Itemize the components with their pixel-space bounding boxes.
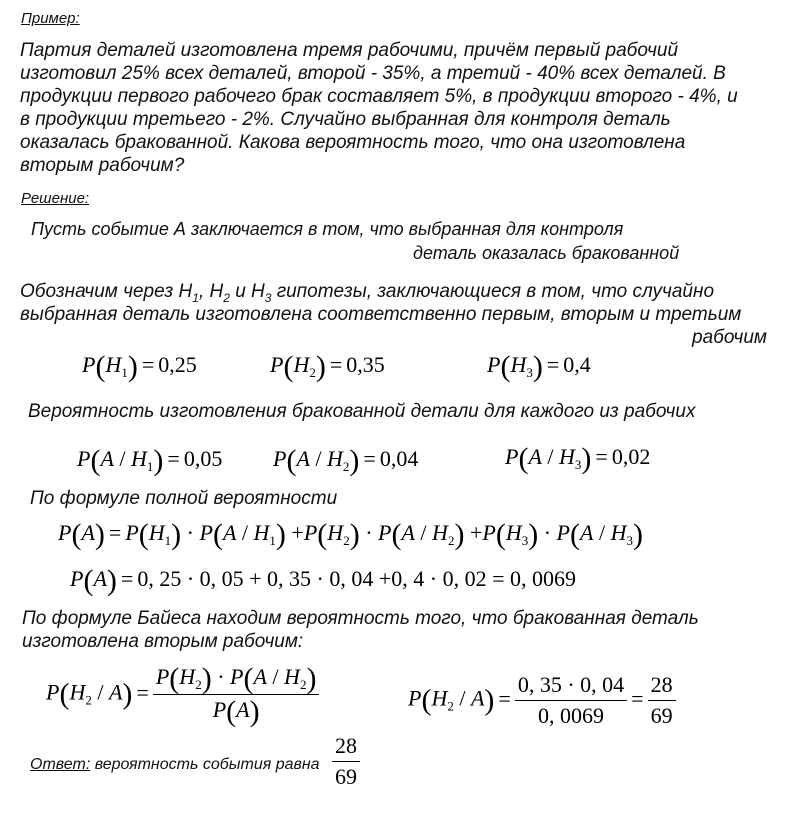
example-label: Пример: <box>21 10 80 27</box>
conditional-h1-formula: $P(A / H_1) = 0,05$ <box>77 444 223 477</box>
conditional-h3-formula: $P(A / H_3) = 0,02$ <box>505 442 651 475</box>
hypotheses-line1: Обозначим через $H_1$, $H_2$ и $H_3$ гипотезы, заключающиеся в том, что случайно <box>20 281 715 305</box>
problem-line: продукции первого рабочего брак составляет 5%, в продукции второго - 4%, и <box>20 86 738 107</box>
bayes-text-line1: По формуле Байеса находим вероятность того, что бракованная деталь <box>22 608 699 629</box>
bayes-calculation: $P(H_2 / A)$ = $\frac{0, 35 \cdot 0, 04}{0, 0069}$ = $\frac{28}{69}$ <box>408 672 676 729</box>
total-probability-formula: $P(A) = P(H_1) \cdot P(A / H_1) +P(H_2) \cdot P(A / H_2) +P(H_3) \cdot P(A / H_3)$ <box>58 518 643 551</box>
problem-line: Партия деталей изготовлена тремя рабочими, причём первый рабочий <box>20 40 679 61</box>
conditional-h2-formula: $P(A / H_2) = 0,04$ <box>273 444 419 477</box>
prior-h1-formula: $P(H_1) = 0,25$ <box>82 350 197 383</box>
event-definition-line2: деталь оказалась бракованной <box>413 243 680 263</box>
answer-line <box>30 755 320 775</box>
answer-text: вероятность события равна <box>90 756 320 773</box>
bayes-text-line2: изготовлена вторым рабочим: <box>22 631 304 652</box>
prior-h3-formula: $P(H_3) = 0,4$ <box>487 350 591 383</box>
total-probability-text: По формуле полной вероятности <box>30 488 338 509</box>
event-definition-line1: Пусть событие А заключается в том, что выбранная для контроля <box>31 219 624 239</box>
hypotheses-line2: выбранная деталь изготовлена соответственно первым, вторым и третьим <box>20 304 742 325</box>
defect-probability-text: Вероятность изготовления бракованной детали для каждого из рабочих <box>28 401 696 422</box>
hypotheses-line3: рабочим <box>692 327 767 348</box>
problem-line: изготовил 25% всех деталей, второй - 35%, а третий - 40% всех деталей. В <box>20 63 726 84</box>
answer-fraction: $\frac{28}{69}$ <box>332 733 360 790</box>
bayes-formula: $P(H_2 / A)$ = $\frac{P(H_2) \cdot P(A / H_2)}{P(A)}$ <box>46 664 319 725</box>
prior-h2-formula: $P(H_2) = 0,35$ <box>270 350 385 383</box>
total-probability-calculation: P(A) = 0, 25 · 0, 05 + 0, 35 · 0, 04 +0, 4 · 0, 02 = 0, 0069 <box>70 564 577 597</box>
answer-label: Ответ: <box>30 756 91 773</box>
solution-label: Решение: <box>21 190 90 207</box>
problem-line: в продукции третьего - 2%. Случайно выбранная для контроля деталь <box>20 109 671 130</box>
problem-line: вторым рабочим? <box>20 155 185 176</box>
problem-line: оказалась бракованной. Какова вероятность того, что она изготовлена <box>20 132 686 153</box>
